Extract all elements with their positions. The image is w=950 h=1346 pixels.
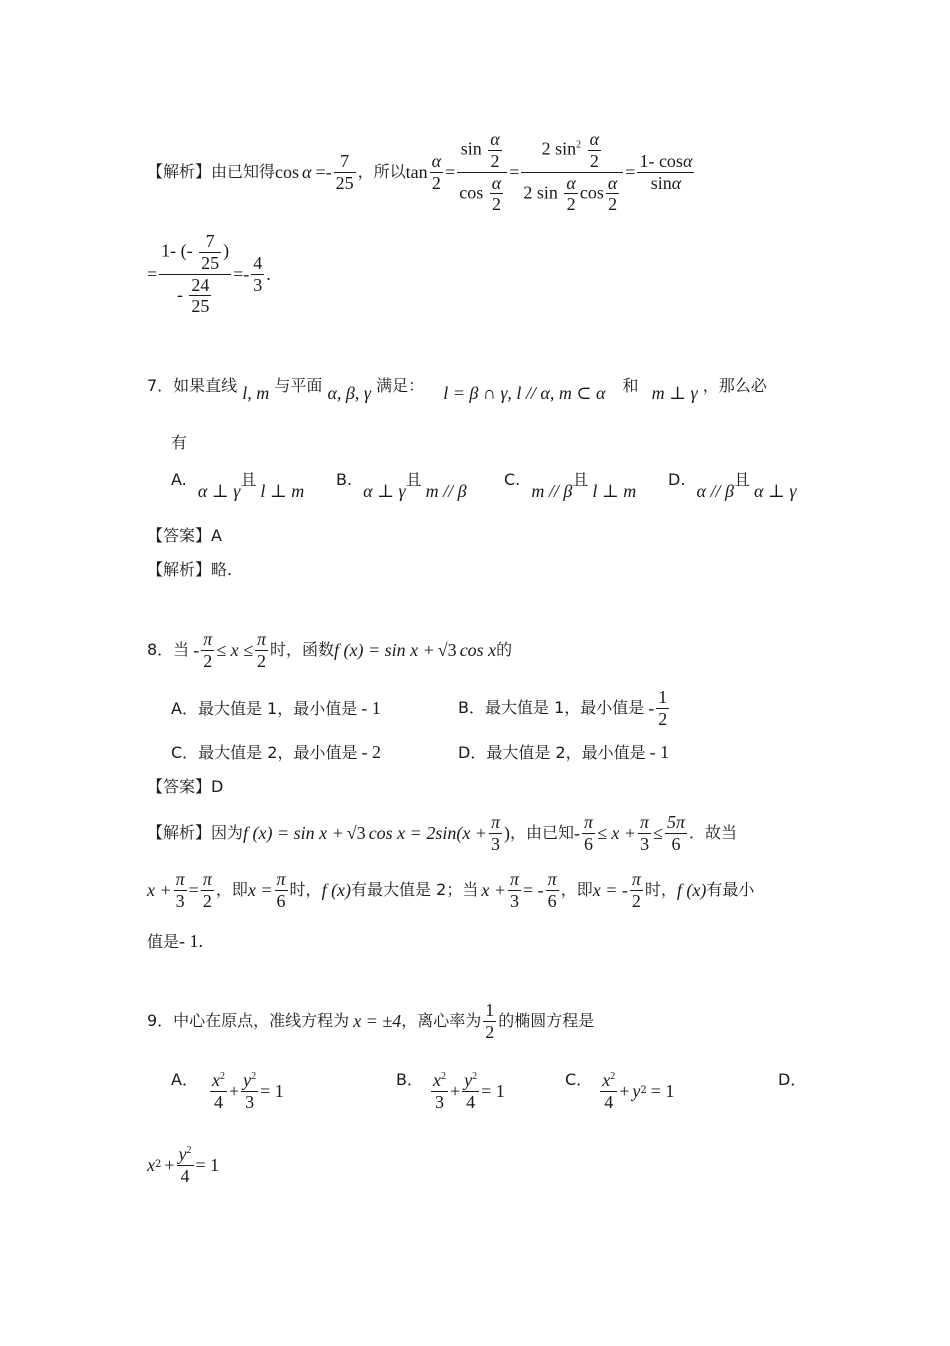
q7-text: 满足：	[376, 376, 425, 395]
q6-explanation-line2	[147, 228, 271, 320]
condition-1: l = β ∩ γ, l // α, m ⊂ α	[443, 383, 606, 403]
q7-answer: 【答案】A	[147, 526, 222, 545]
tan-term: tan	[405, 162, 428, 182]
q8-option-b: B．最大值是 1，最小值是 - $\frac{1}{2}$	[458, 686, 668, 729]
q8-explanation-line1: 【解析】因为 f (x) = sin x + √3 cos x = 2sin(x + $\frac{\pi}{3}$ ) ，由已知 - $\frac{\pi}{6}$ ≤ x + $\frac{\pi}{3}$ ≤ $\frac{5\pi}{6}$ ．故当	[147, 811, 738, 854]
q7-text: ，那么必	[702, 376, 767, 395]
lines-lm: l, m	[242, 383, 270, 403]
explanation-label: 【解析】	[147, 162, 212, 181]
q7-explanation: 【解析】略.	[147, 560, 233, 579]
equals-neg: =-	[233, 264, 250, 284]
equals: =	[625, 162, 636, 182]
fraction-7-25: $\frac{7}{25}$	[335, 150, 354, 193]
q9-option-c: C． $\frac{x^2}{4}$ + y 2 = 1	[565, 1070, 675, 1112]
fraction-1-cos-over-sin: $\frac{1- \cos\alpha}{\sin\alpha}$	[639, 150, 693, 193]
fraction-compound: 1- (- $\frac{7}{25}$ ) - $\frac{24}{25}$	[161, 231, 230, 317]
q9-option-d-label: D．	[778, 1070, 807, 1089]
q8-option-c: C．最大值是 2，最小值是 - 2	[171, 742, 381, 762]
q7-option-c: C. m // β且l ⊥ m	[504, 470, 637, 501]
fraction-double-angle: 2 $\sin^2$ $\frac{\alpha}{2}$ 2 sin $\frac{\alpha}{2}$ cos $\frac{\alpha}{2}$	[521, 129, 623, 215]
q8-stem: 8．当 - $\frac{\pi}{2}$ ≤ x ≤ $\frac{\pi}{2}$ 时，函数 f (x) = sin x + √3 cos x 的	[147, 628, 513, 671]
equals: =	[147, 264, 158, 284]
text: ，所以	[357, 162, 406, 181]
equals: =	[509, 162, 520, 182]
fraction-alpha-2: $\frac{\alpha}{2}$	[431, 150, 442, 193]
q9-option-b: B． $\frac{x^2}{3}$ + $\frac{y^2}{4}$ = 1	[396, 1070, 505, 1112]
q8-option-a: A．最大值是 1，最小值是 - 1	[171, 698, 381, 718]
q8-explanation-line3: 值是- 1.	[147, 931, 204, 951]
q9-stem: 9．中心在原点，准线方程为 x = ±4 ，离心率为 $\frac{1}{2}$ 的椭圆方程是	[147, 999, 595, 1042]
q7-text: 和	[622, 376, 639, 395]
q7-option-a: A. α ⊥ γ且l ⊥ m	[171, 470, 305, 501]
q7-text-cont: 有	[171, 433, 188, 452]
planes-abg: α, β, γ	[327, 383, 371, 403]
equals-neg: =-	[315, 162, 332, 182]
q8-explanation-line2: x + $\frac{\pi}{3}$ = $\frac{\pi}{2}$ ，即 x = $\frac{\pi}{6}$ 时， f (x) 有最大值是 2；当 x + $\frac{\pi}{3}$ = - $\frac{\pi}{6}$ ，即 x = - $\frac{\pi}{2}$ 时， f (x) 有最小	[147, 868, 755, 911]
q7-stem	[147, 376, 767, 403]
q7-text: 7．如果直线	[147, 376, 238, 395]
q9-option-a: A． $\frac{x^2}{4}$ + $\frac{y^2}{3}$ = 1	[171, 1070, 284, 1112]
alpha-symbol: α	[302, 162, 312, 182]
fraction-sin-over-cos: sin $\frac{\alpha}{2}$ cos $\frac{\alpha}{2}$	[457, 129, 507, 215]
q7-text: 与平面	[274, 376, 323, 395]
q7-option-b: B. α ⊥ γ且m // β	[336, 470, 467, 501]
text: 由已知得	[211, 162, 276, 181]
period: .	[266, 264, 271, 284]
q6-explanation-line1	[147, 129, 696, 215]
condition-2: m ⊥ γ	[651, 383, 698, 403]
q9-option-d: x 2 + $\frac{y^2}{4}$ = 1	[147, 1143, 220, 1186]
q7-option-d: D. α // β且α ⊥ γ	[668, 470, 797, 501]
fraction-4-3: $\frac{4}{3}$	[253, 252, 263, 295]
cos-term: cos	[275, 162, 300, 182]
equals: =	[445, 162, 456, 182]
q8-answer: 【答案】D	[147, 777, 224, 796]
q8-option-d: D．最大值是 2，最小值是 - 1	[458, 742, 670, 762]
